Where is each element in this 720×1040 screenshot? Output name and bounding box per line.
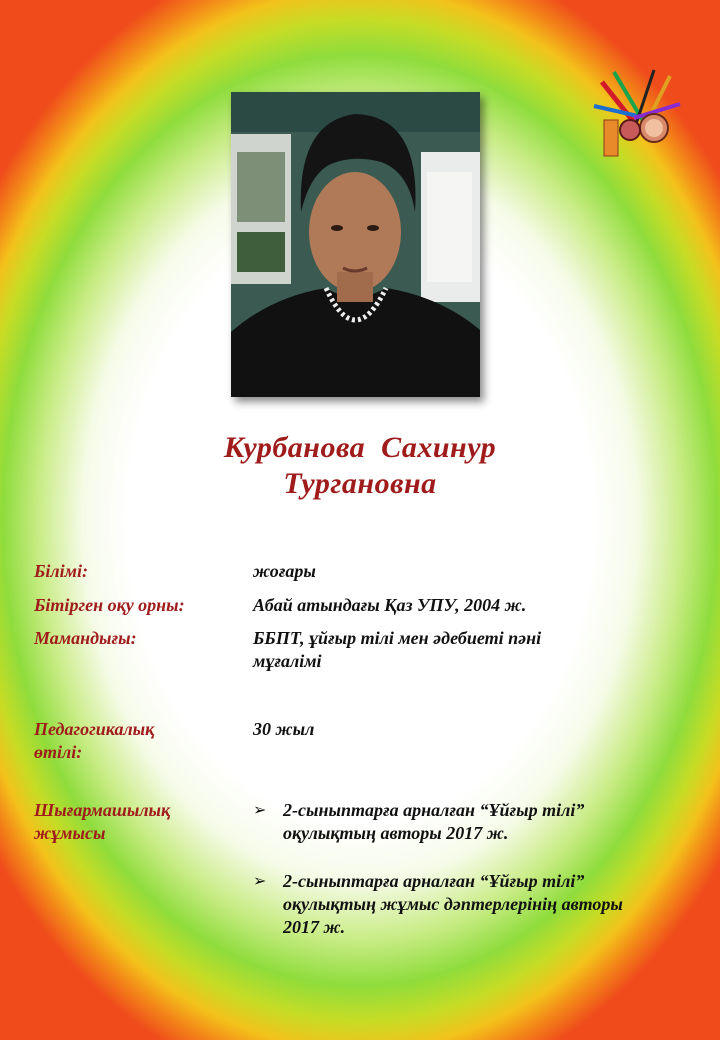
- work-text: 2-сыныптарға арналған “Ұйғыр тілі” оқулықтың жұмыс дәптерлерінің авторы 2017 ж.: [283, 871, 623, 937]
- field-value: жоғары: [253, 561, 316, 581]
- arrow-bullet-icon: ➢: [253, 871, 267, 890]
- name-line-2: Тургановна: [283, 467, 437, 500]
- field-label: Мамандығы:: [34, 628, 137, 648]
- field-label: Білімі:: [34, 561, 88, 581]
- field-label: Шығармашылық жұмысы: [34, 800, 171, 843]
- field-value: Абай атындағы Қаз УПУ, 2004 ж.: [253, 595, 527, 615]
- work-text: 2-сыныптарға арналған “Ұйғыр тілі” оқулықтың авторы 2017 ж.: [283, 800, 585, 843]
- field-label: Педагогикалық өтілі:: [34, 719, 155, 762]
- field-label: Бітірген оқу орны:: [34, 595, 185, 615]
- name-line-1: Курбанова Сахинур: [223, 431, 497, 464]
- field-value: 30 жыл: [253, 719, 315, 739]
- field-value: ББПТ, ұйғыр тілі мен әдебиеті пәні мұғалімі: [253, 628, 542, 671]
- portrait-photo: [231, 92, 480, 397]
- arrow-bullet-icon: ➢: [253, 800, 267, 819]
- art-supplies-logo: [584, 64, 690, 160]
